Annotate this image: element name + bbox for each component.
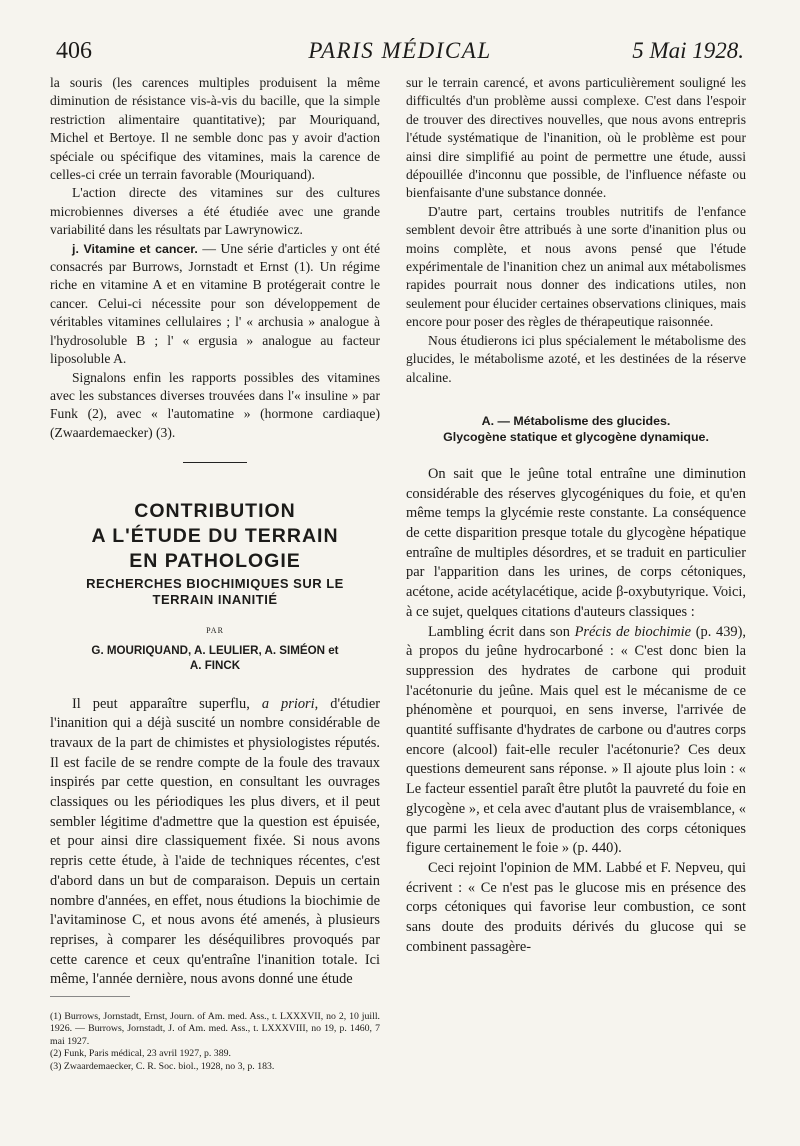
article-subtitle-line: RECHERCHES BIOCHIMIQUES SUR LE (86, 576, 344, 592)
footnote: (2) Funk, Paris médical, 23 avril 1927, p. 389. (50, 1048, 231, 1060)
paragraph (406, 623, 746, 859)
article-title-line: CONTRIBUTION (134, 500, 296, 523)
subsection-lead: j. Vitamine et cancer. (72, 241, 198, 256)
paragraph: Nous étudierons ici plus spécialement le métabolisme des glucides, le métabolisme azoté, et les destinées de la réserve alcaline. (406, 332, 746, 385)
article-title-line: A L'ÉTUDE DU TERRAIN (91, 525, 339, 548)
footnote: (1) Burrows, Jornstadt, Ernst, Journ. of Am. med. Ass., t. LXXXVII, no 2, 10 juill. 1926. — Burrows, Jornstadt, J. of Am. med. Ass., t. LXXXVIII, no 19, p. 1460, 7 mai 1927. (50, 1011, 380, 1047)
footnote: (3) Zwaardemaecker, C. R. Soc. biol., 1928, no 3, p. 183. (50, 1060, 275, 1072)
article-authors (50, 643, 380, 673)
paragraph-text: — Une série d'articles y ont été consacrés par Burrows, Jornstadt et Ernst (1). Un régime riche en vitamine A et en vitamine B protégerait contre le cancer. Celui-ci nécessite pour son développement de véritables vitamines cellulaires ; l' « archusia » analogue à l'hydrosoluble B ; l' « ergusia » analogue au facteur liposoluble A. (50, 240, 380, 367)
article-intro (50, 695, 380, 991)
left-column (50, 74, 380, 1073)
section-heading-line: Glycogène statique et glycogène dynamique. (443, 429, 709, 444)
article-subtitle-line: TERRAIN INANITIÉ (152, 592, 278, 608)
page-number: 406 (56, 38, 92, 64)
section-body (406, 465, 746, 958)
section-heading (406, 413, 746, 445)
text: , d'étudier l'inanition qui a déjà suscité un nombre considérable de travaux de la part de chimistes et physiologistes réputés. Il est facile de se rendre compte de la foule des travaux inspirés par cette question, en consultant les ouvrages classiques ou les périodiques les plus divers, et il peut sembler légitime d'admettre que la question est épuisée, et pour ainsi dire classiquement fixée. Si nous avons repris cette étude, à l'aide de techniques récentes, c'est d'abord dans un but de comparaison. Depuis un certain nombre d'années, en effet, nous étudions la biochimie de l'avitaminose C, et nous avons été amenés, à plusieurs reprises, à comparer les déséquilibres provoqués par cette carence et ceux qu'entraîne l'inanition totale. Ici même, l'année dernière, nous avons donné une étude (50, 695, 380, 988)
text: Il peut apparaître superflu, (72, 695, 262, 712)
paragraph (50, 240, 380, 369)
emphasis: a priori (261, 695, 315, 712)
section-separator (183, 462, 247, 463)
article-title (50, 499, 380, 574)
article-subtitle (50, 576, 380, 608)
paragraph: Ceci rejoint l'opinion de MM. Labbé et F. Nepveu, qui écrivent : « Ce n'est pas le glucose mis en présence des corps cétoniques qui favorise leur combustion, ce sont sans doute des produits dérivés du glucose qui se combinent passagère- (406, 859, 746, 955)
book-title: Précis de biochimie (574, 623, 692, 640)
paragraph: sur le terrain carencé, et avons particulièrement souligné les difficultés d'un problème aussi complexe. C'est dans l'espoir de trouver des directives nouvelles, que nous avons entrepris l'étude systématique de l'inanition, où le problème est pour ainsi dire simplifié au point de permettre une étude, aussi dépouillée d'inconnu que possible, de l'influence néfaste ou bienfaisante d'une substance donnée. (406, 75, 746, 201)
paragraph (50, 695, 380, 991)
paragraph: Signalons enfin les rapports possibles des vitamines avec les substances diverses trouvées dans l'« insuline » par Funk (2), avec « l'automatine » (hormone cardiaque) (Zwaardemaecker) (3). (50, 369, 380, 440)
issue-date: 5 Mai 1928. (632, 38, 744, 63)
article-title-line: EN PATHOLOGIE (129, 550, 301, 573)
text: Lambling écrit dans son (428, 623, 575, 640)
paragraph: On sait que le jeûne total entraîne une diminution considérable des réserves glycogéniques du foie, et qu'en même temps la glycémie reste constante. La conséquence de cette disparition presque totale du glycogène hépatique entraîne de multiples désordres, et se traduit en particulier par l'apparition dans les urines, de corps cétoniques, acétone, acide acétylacétique, acide β-oxybutyrique. Voici, à ce sujet, quelques citations d'auteurs classiques : (406, 465, 746, 620)
authors-line: A. FINCK (189, 658, 241, 672)
paragraph: L'action directe des vitamines sur des cultures microbiennes diverses a été étudiée avec une grande variabilité dans les résultats par Lawrynowicz. (50, 185, 380, 238)
footnote-rule (50, 996, 130, 997)
footnotes (50, 1011, 380, 1073)
section-heading-line: A. — Métabolisme des glucides. (481, 413, 671, 428)
journal-title: PARIS MÉDICAL (308, 38, 492, 63)
authors-line: G. MOURIQUAND, A. LEULIER, A. SIMÉON et (91, 643, 339, 657)
byline-par: PAR (206, 626, 224, 636)
paragraph: D'autre part, certains troubles nutritifs de l'enfance semblent devoir être attribués à une sorte d'inanition plus ou moins complète, et nous avons pensé que l'étude expérimentale de l'inanition chez un animal aux métabolismes rapides pourrait nous donner des indications utiles, non seulement pour élucider certaines observations cliniques, mais encore pour poser des règles de thérapeutique raisonnée. (406, 203, 746, 330)
running-header (56, 28, 744, 68)
text: (p. 439), à propos du jeûne hydrocarboné : « C'est donc bien la suppression des hydrates de carbone qui produit l'acétonurie du jeûne. Mais quel est le mécanisme de ce phénomène et pourquoi, en sens inverse, l'arrivée de quantité suffisante d'hydrates de carbone ou d'autres corps encore (alcool) fait-elle reculer l'acétonurie? Ces deux questions demeurent sans réponse. » Il ajoute plus loin : « Le facteur essentiel paraît être plutôt la pauvreté du foie en glycogène », et cela avec d'autant plus de vraisemblance, « que parmi les lieux de production des corps cétoniques figure certainement le foie » (p. 440). (406, 623, 746, 857)
paragraph: la souris (les carences multiples produisent la même diminution de résistance vis-à-vis du bacille, que la simple restriction alimentaire quantitative); par Mouriquand, Michel et Bertoye. Il ne semble donc pas y avoir d'action spéciale ou spécifique des vitamines, mais la carence de celles-ci crée un terrain favorable (Mouriquand). (50, 75, 380, 183)
right-column (406, 74, 746, 957)
